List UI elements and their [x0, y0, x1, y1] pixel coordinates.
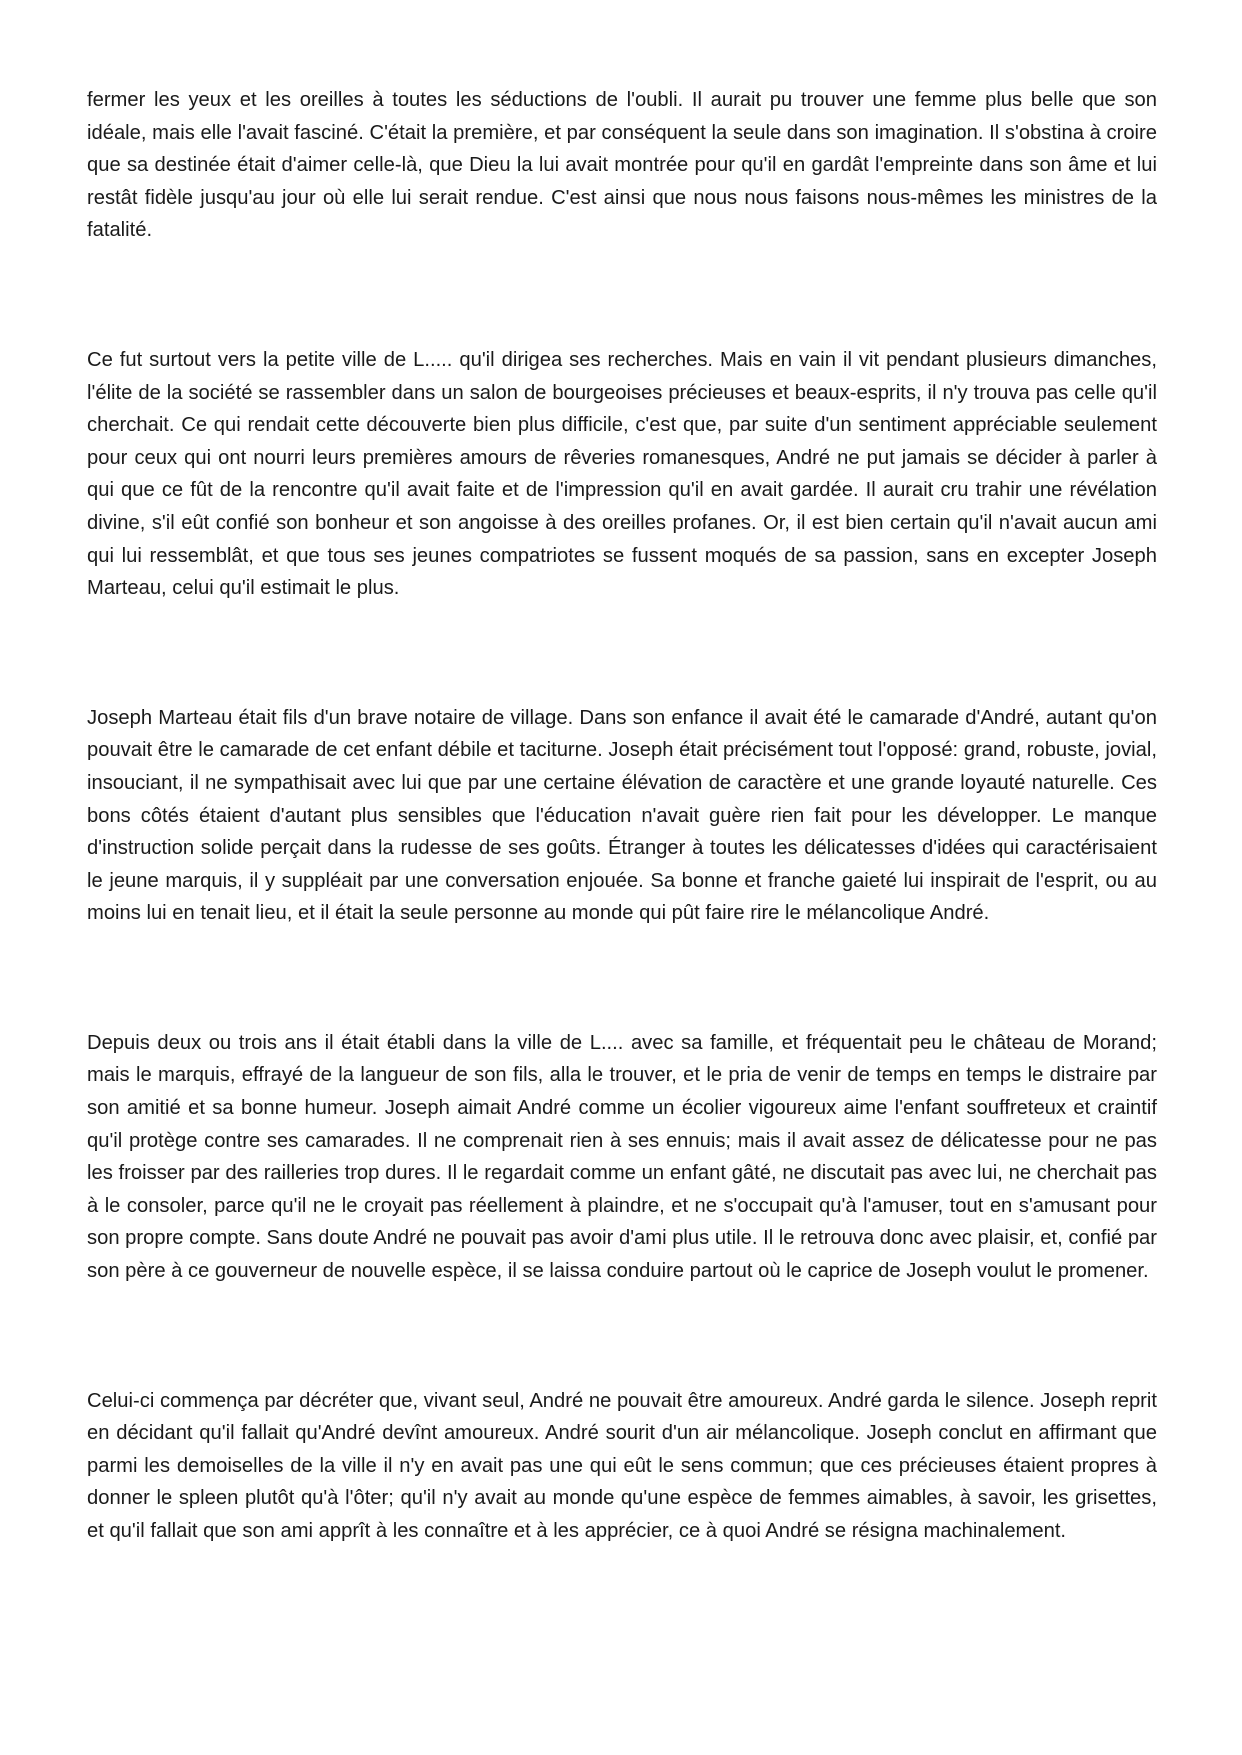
paragraph-3: Joseph Marteau était fils d'un brave notaire de village. Dans son enfance il avait été le camarade d'André, autant qu'on pouvait être le camarade de cet enfant débile et taciturne. Joseph était précisément tout l'opposé: grand, robuste, jovial, insouciant, il ne sympathisait avec lui que par une certaine élévation de caractère et une grande loyauté naturelle. Ces bons côtés étaient d'autant plus sensibles que l'éducation n'avait guère rien fait pour les développer. Le manque d'instruction solide perçait dans la rudesse de ses goûts. Étranger à toutes les délicatesses d'idées qui caractérisaient le jeune marquis, il y suppléait par une conversation enjouée. Sa bonne et franche gaieté lui inspirait de l'esprit, ou au moins lui en tenait lieu, et il était la seule personne au monde qui pût faire rire le mélancolique André.	[87, 706, 1157, 925]
paragraph-5: Celui-ci commença par décréter que, vivant seul, André ne pouvait être amoureux. André garda le silence. Joseph reprit en décidant qu'il fallait qu'André devînt amoureux. André sourit d'un air mélancolique. Joseph conclut en affirmant que parmi les demoiselles de la ville il n'y en avait pas une qui eût le sens commun; que ces précieuses étaient propres à donner le spleen plutôt qu'à l'ôter; qu'il n'y avait au monde qu'une espèce de femmes aimables, à savoir, les grisettes, et qu'il fallait que son ami apprît à les connaître et à les apprécier, ce à quoi André se résigna machinalement.	[87, 1389, 1157, 1542]
paragraph-1: fermer les yeux et les oreilles à toutes les séductions de l'oubli. Il aurait pu trouver une femme plus belle que son idéale, mais elle l'avait fasciné. C'était la première, et par conséquent la seule dans son imagination. Il s'obstina à croire que sa destinée était d'aimer celle-là, que Dieu la lui avait montrée pour qu'il en gardât l'empreinte dans son âme et lui restât fidèle jusqu'au jour où elle lui serait rendue. C'est ainsi que nous nous faisons nous-mêmes les ministres de la fatalité.	[87, 89, 1157, 242]
document-page	[87, 84, 1157, 1548]
paragraph-4: Depuis deux ou trois ans il était établi dans la ville de L.... avec sa famille, et fréquentait peu le château de Morand; mais le marquis, effrayé de la langueur de son fils, alla le trouver, et le pria de venir de temps en temps le distraire par son amitié et sa bonne humeur. Joseph aimait André comme un écolier vigoureux aime l'enfant souffreteux et craintif qu'il protège contre ses camarades. Il ne comprenait rien à ses ennuis; mais il avait assez de délicatesse pour ne pas les froisser par des railleries trop dures. Il le regardait comme un enfant gâté, ne discutait pas avec lui, ne cherchait pas à le consoler, parce qu'il ne le croyait pas réellement à plaindre, et ne s'occupait qu'à l'amuser, tout en s'amusant pour son propre compte. Sans doute André ne pouvait pas avoir d'ami plus utile. Il le retrouva donc avec plaisir, et, confié par son père à ce gouverneur de nouvelle espèce, il se laissa conduire partout où le caprice de Joseph voulut le promener.	[87, 1031, 1157, 1283]
paragraph-2: Ce fut surtout vers la petite ville de L..... qu'il dirigea ses recherches. Mais en vain il vit pendant plusieurs dimanches, l'élite de la société se rassembler dans un salon de bourgeoises précieuses et beaux-esprits, il n'y trouva pas celle qu'il cherchait. Ce qui rendait cette découverte bien plus difficile, c'est que, par suite d'un sentiment appréciable seulement pour ceux qui ont nourri leurs premières amours de rêveries romanesques, André ne put jamais se décider à parler à qui que ce fût de la rencontre qu'il avait faite et de l'impression qu'il en avait gardée. Il aurait cru trahir une révélation divine, s'il eût confié son bonheur et son angoisse à des oreilles profanes. Or, il est bien certain qu'il n'avait aucun ami qui lui ressemblât, et que tous ses jeunes compatriotes se fussent moqués de sa passion, sans en excepter Joseph Marteau, celui qu'il estimait le plus.	[87, 348, 1157, 600]
